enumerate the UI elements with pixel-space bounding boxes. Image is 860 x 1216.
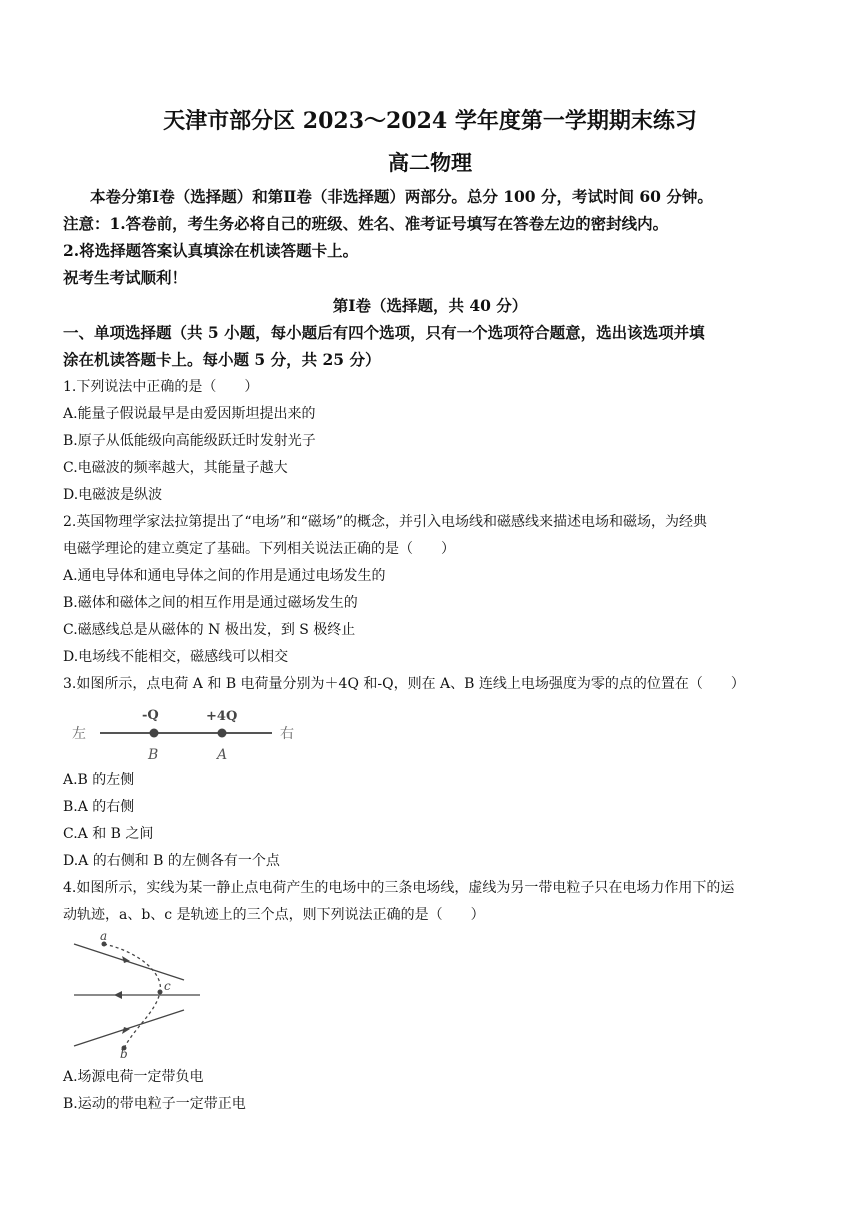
section-heading: 第Ⅰ卷（选择题，共 40 分）: [332, 296, 528, 315]
wish-line: 祝考生考试顺利！: [63, 268, 188, 287]
charges-figure: [68, 703, 308, 765]
arrow-middle: [114, 991, 122, 999]
part-heading: 涂在机读答题卡上。每小题 5 分，共 25 分）: [63, 350, 381, 369]
point-c-dot: [158, 990, 163, 995]
question-stem: 电磁学理论的建立奠定了基础。下列相关说法正确的是（ ）: [63, 541, 455, 557]
right-label: 右: [280, 726, 294, 742]
option-a: A.通电导体和通电导体之间的作用是通过电场发生的: [63, 568, 386, 584]
option-d: D.A 的右侧和 B 的左侧各有一个点: [63, 853, 280, 869]
charge-a-dot: [218, 729, 227, 738]
question-stem: 动轨迹，a、b、c 是轨迹上的三个点，则下列说法正确的是（ ）: [63, 907, 485, 923]
question-stem: 3.如图所示，点电荷 A 和 B 电荷量分别为＋4Q 和-Q，则在 A、B 连线上电场强度为零的点的位置在（ ）: [63, 676, 745, 692]
option-c: C.A 和 B 之间: [63, 826, 154, 842]
charge-a-label: +4Q: [206, 709, 238, 724]
option-b: B.运动的带电粒子一定带正电: [63, 1096, 246, 1112]
point-b-label: B: [148, 747, 159, 763]
notice-line: 2.将选择题答案认真填涂在机读答题卡上。: [63, 241, 359, 260]
charge-b-label: -Q: [142, 708, 159, 723]
option-c: C.磁感线总是从磁体的 N 极出发，到 S 极终止: [63, 622, 356, 638]
option-d: D.电场线不能相交，磁感线可以相交: [63, 649, 289, 665]
charge-b-dot: [150, 729, 159, 738]
option-d: D.电磁波是纵波: [63, 487, 163, 503]
trajectory-path: [104, 944, 160, 1048]
exam-title: 天津市部分区 2023～2024 学年度第一学期期末练习: [163, 108, 697, 134]
field-line-top: [74, 944, 184, 980]
label-a: a: [100, 930, 108, 943]
intro-line: 本卷分第Ⅰ卷（选择题）和第Ⅱ卷（非选择题）两部分。总分 100 分，考试时间 60 分钟。: [90, 187, 713, 206]
field-lines-figure: [70, 930, 200, 1060]
option-a: A.能量子假说最早是由爱因斯坦提出来的: [63, 406, 316, 422]
exam-subject: 高二物理: [388, 150, 472, 175]
question-stem: 1.下列说法中正确的是（ ）: [63, 379, 259, 395]
label-c: c: [164, 979, 171, 993]
point-a-label: A: [217, 747, 228, 763]
question-stem: 4.如图所示，实线为某一静止点电荷产生的电场中的三条电场线，虚线为另一带电粒子只在电场力作用下的运: [63, 880, 735, 896]
label-b: b: [120, 1047, 128, 1060]
left-label: 左: [72, 726, 86, 742]
part-heading: 一、单项选择题（共 5 小题，每小题后有四个选项，只有一个选项符合题意，选出该选项并填: [63, 323, 705, 342]
option-b: B.磁体和磁体之间的相互作用是通过磁场发生的: [63, 595, 358, 611]
option-a: A.B 的左侧: [63, 772, 135, 788]
option-a: A.场源电荷一定带负电: [63, 1069, 204, 1085]
option-c: C.电磁波的频率越大，其能量子越大: [63, 460, 288, 476]
notice-line: 注意：1.答卷前，考生务必将自己的班级、姓名、准考证号填写在答卷左边的密封线内。: [63, 214, 669, 233]
option-b: B.原子从低能级向高能级跃迁时发射光子: [63, 433, 316, 449]
option-b: B.A 的右侧: [63, 799, 135, 815]
question-stem: 2.英国物理学家法拉第提出了“电场”和“磁场”的概念，并引入电场线和磁感线来描述电场和磁场，为经典: [63, 514, 707, 530]
